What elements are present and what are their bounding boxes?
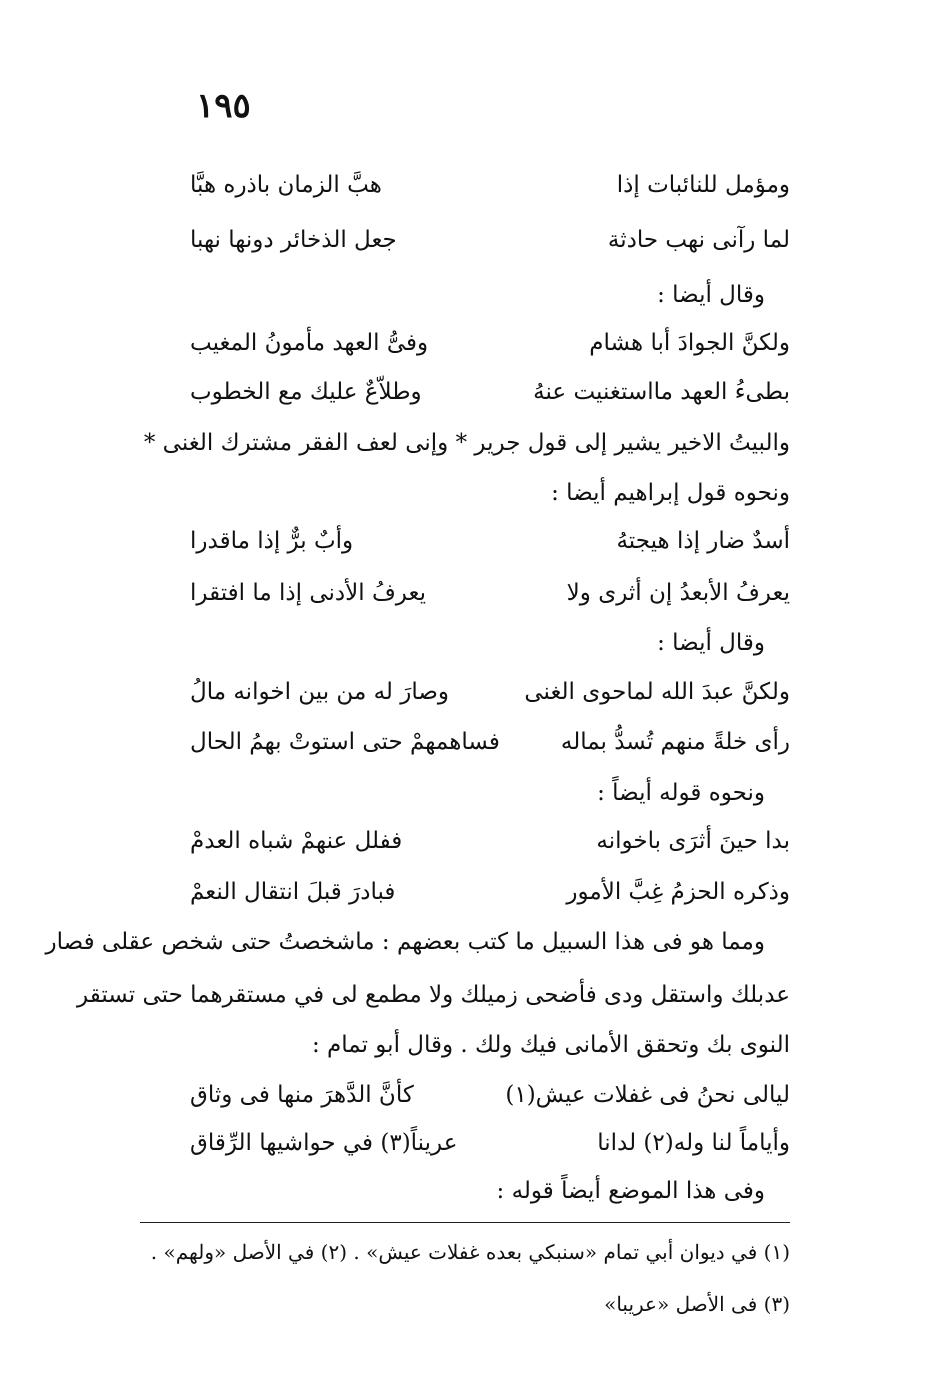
footnote: (٣) فى الأصل «عريبا»: [604, 1292, 790, 1316]
verse-hemistich-first: لما رآنى نهب حادثة: [607, 227, 790, 253]
verse-line: [190, 1080, 790, 1110]
verse-hemistich-second: وأبٌ برٌّ إذا ماقدرا: [190, 528, 354, 554]
prose-line: ونحوه قول إبراهيم أيضا :: [551, 480, 790, 506]
verse-hemistich-second: يعرفُ الأدنى إذا ما افتقرا: [190, 580, 426, 606]
verse-hemistich-second: وطلاّعٌ عليك مع الخطوب: [190, 379, 422, 405]
verse-hemistich-first: يعرفُ الأبعدُ إن أثرى ولا: [566, 580, 790, 606]
footnote-divider: [140, 1222, 790, 1223]
verse-hemistich-first: ومؤمل للنائبات إذا: [616, 172, 790, 198]
verse-hemistich-first: بدا حينَ أثرَى باخوانه: [596, 828, 790, 854]
verse-line: [190, 328, 790, 358]
verse-line: [190, 225, 790, 255]
prose-line: النوى بك وتحقق الأمانى فيك ولك . وقال أبو تمام :: [311, 1032, 790, 1058]
verse-hemistich-second: جعل الذخائر دونها نهبا: [190, 227, 397, 253]
verse-hemistich-second: فساهمهمْ حتى استوتْ بهمُ الحال: [190, 729, 500, 755]
verse-hemistich-first: وأياماً لنا وله(٢) لدانا: [597, 1130, 790, 1156]
verse-line: [190, 727, 790, 757]
prose-line: وقال أيضا :: [657, 282, 765, 308]
prose-line: ومما هو فى هذا السبيل ما كتب بعضهم : ماشخصتُ حتى شخص عقلى فصار: [45, 929, 765, 955]
prose-line: عدبلك واستقل ودى فأضحى زميلك ولا مطمع لى في مستقرهما حتى تستقر: [77, 982, 790, 1008]
prose-line: ونحوه قوله أيضاً :: [597, 780, 765, 806]
verse-line: [190, 170, 790, 200]
verse-line: [190, 377, 790, 407]
verse-hemistich-second: فبادرَ قبلَ انتقال النعمْ: [190, 879, 396, 905]
verse-hemistich-second: عريناً(٣) في حواشيها الرِّقاق: [190, 1130, 458, 1156]
verse-hemistich-second: هبَّ الزمان باذره هبَّا: [190, 172, 382, 198]
verse-hemistich-second: وصارَ له من بين اخوانه مالُ: [190, 679, 449, 705]
prose-line: والبيتُ الاخير يشير إلى قول جرير * وإنى لعف الفقر مشترك الغنى *: [143, 430, 790, 456]
footnote: (١) في ديوان أبي تمام «سنبكي بعده غفلات عيش» . (٢) في الأصل «ولهم» .: [150, 1240, 790, 1264]
verse-hemistich-first: وذكره الحزمُ غِبَّ الأمور: [566, 879, 790, 905]
verse-hemistich-first: ولكنَّ عبدَ الله لماحوى الغنى: [524, 679, 790, 705]
verse-hemistich-first: ليالى نحنُ فى غفلات عيش(١): [505, 1082, 790, 1108]
prose-line: وفى هذا الموضع أيضاً قوله :: [496, 1178, 765, 1204]
verse-line: [190, 677, 790, 707]
verse-hemistich-second: ففلل عنهمْ شباه العدمْ: [190, 828, 403, 854]
verse-line: [190, 578, 790, 608]
prose-line: وقال أيضا :: [657, 630, 765, 656]
verse-hemistich-first: ولكنَّ الجوادَ أبا هشام: [589, 330, 790, 356]
verse-line: [190, 877, 790, 907]
verse-hemistich-first: أسدٌ ضار إذا هيجتهُ: [616, 528, 790, 554]
verse-hemistich-first: بطىءُ العهد مااستغنيت عنهُ: [533, 379, 790, 405]
verse-line: [190, 1128, 790, 1158]
verse-line: [190, 826, 790, 856]
verse-line: [190, 526, 790, 556]
verse-hemistich-second: كأنَّ الدَّهرَ منها فى وثاق: [190, 1082, 414, 1108]
verse-hemistich-first: رأى خلةً منهم تُسدُّ بماله: [560, 729, 790, 755]
verse-hemistich-second: وفىُّ العهد مأمونُ المغيب: [190, 330, 429, 356]
page-number: ١٩٥: [196, 86, 251, 126]
